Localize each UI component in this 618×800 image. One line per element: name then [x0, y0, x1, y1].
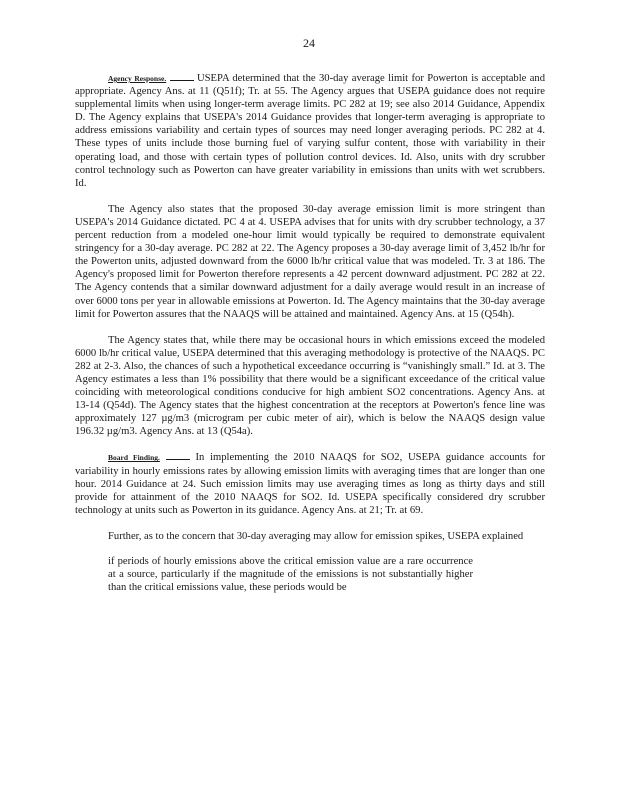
- paragraph-text: The Agency states that, while there may be occasional hours in which emissions exceed the modeled 6000 lb/hr critical value, USEPA determined that this averaging methodology is protective of the NAAQS. PC 282 at 2-3. Also, the chances of such a hypothetical exceedance occurring is “vanishingly small.” Id. at 3. The Agency estimates a less than 1% possibility that there would be a significant exceedance of the critical value coinciding with meteorological conditions conducive for high ambient SO2 concentrations. Agency Ans. at 13-14 (Q54d). The Agency states that the highest concentration at the receptors at Powerton's fence line was approximately 127 µg/m3 (microgram per cubic meter of air), which is below the NAAQS design value 196.32 µg/m3. Agency Ans. at 13 (Q54a).: [75, 334, 545, 438]
- paragraph-text: Further, as to the concern that 30-day averaging may allow for emission spikes, USEPA explained: [108, 530, 524, 542]
- block-quote: if periods of hourly emissions above the critical emission value are a rare occurrence at a source, particularly if the magnitude of the emissions is not substantially higher than the critical emissions value, these periods would be: [108, 556, 473, 594]
- heading-underline: [170, 73, 194, 81]
- heading-underline: [166, 452, 190, 460]
- paragraph-text: In implementing the 2010 NAAQS for SO2, USEPA guidance accounts for variability in hourly emissions rates by allowing emission limits with averaging times that are longer than one hour. 2014 Guidance at 24. Such emission limits may use averaging times as long as thirty days and still provide for attainment of the 2010 NAAQS for SO2. Id. USEPA specifically considered dry scrubber technology at units such as Powerton in its guidance. Agency Ans. at 21; Tr. at 69.: [75, 452, 545, 516]
- paragraph-text: The Agency also states that the proposed 30-day average emission limit is more stringent than USEPA's 2014 Guidance dictated. PC 4 at 4. USEPA advises that for units with dry scrubber technology, a 37 percent reduction from a modeled one-hour limit would typically be required to demonstrate equivalent stringency for a 30-day average. PC 282 at 22. The Agency proposes a 30-day average limit of 3,452 lb/hr for the Powerton units, adjusted downward from the 6000 lb/hr critical value that was modeled. Tr. 3 at 186. The Agency's proposed limit for Powerton therefore represents a 42 percent downward adjustment. PC 282 at 22. The Agency contends that a similar downward adjustment for a daily average would result in an increase of over 6000 tons per year in allowable emissions at Powerton. Id. The Agency maintains that the 30-day average limit for Powerton assures that the NAAQS will be attained and maintained. Agency Ans. at 15 (Q54h).: [75, 203, 545, 320]
- paragraph-text: USEPA determined that the 30-day average limit for Powerton is acceptable and appropriate. Agency Ans. at 11 (Q51f); Tr. at 55. The Agency argues that USEPA guidance does not require supplemental limits when using longer-term average limits. PC 282 at 19; see also 2014 Guidance, Appendix D. The Agency explains that USEPA's 2014 Guidance provides that longer-term averaging is appropriate to address emissions variability and certain types of sources may need longer averaging periods. PC 282 at 4. These types of units include those burning fuel of varying sulfur content, those with variability in their operating load, and those with certain types of pollution control devices. Id. Also, units with dry scrubber control technology such as Powerton can have greater variability in emissions than units with wet scrubbers. Id.: [75, 73, 546, 189]
- page-number: 24: [303, 36, 315, 50]
- section-heading: Board Finding.: [108, 453, 160, 463]
- paragraph-board-finding: [75, 451, 545, 516]
- section-heading: Agency Response.: [108, 74, 167, 83]
- paragraph-agency-response: [75, 72, 545, 190]
- paragraph-stringency: [75, 203, 545, 321]
- paragraph-further: [75, 530, 545, 543]
- document-body: [75, 72, 545, 594]
- paragraph-exceedance: [75, 334, 545, 439]
